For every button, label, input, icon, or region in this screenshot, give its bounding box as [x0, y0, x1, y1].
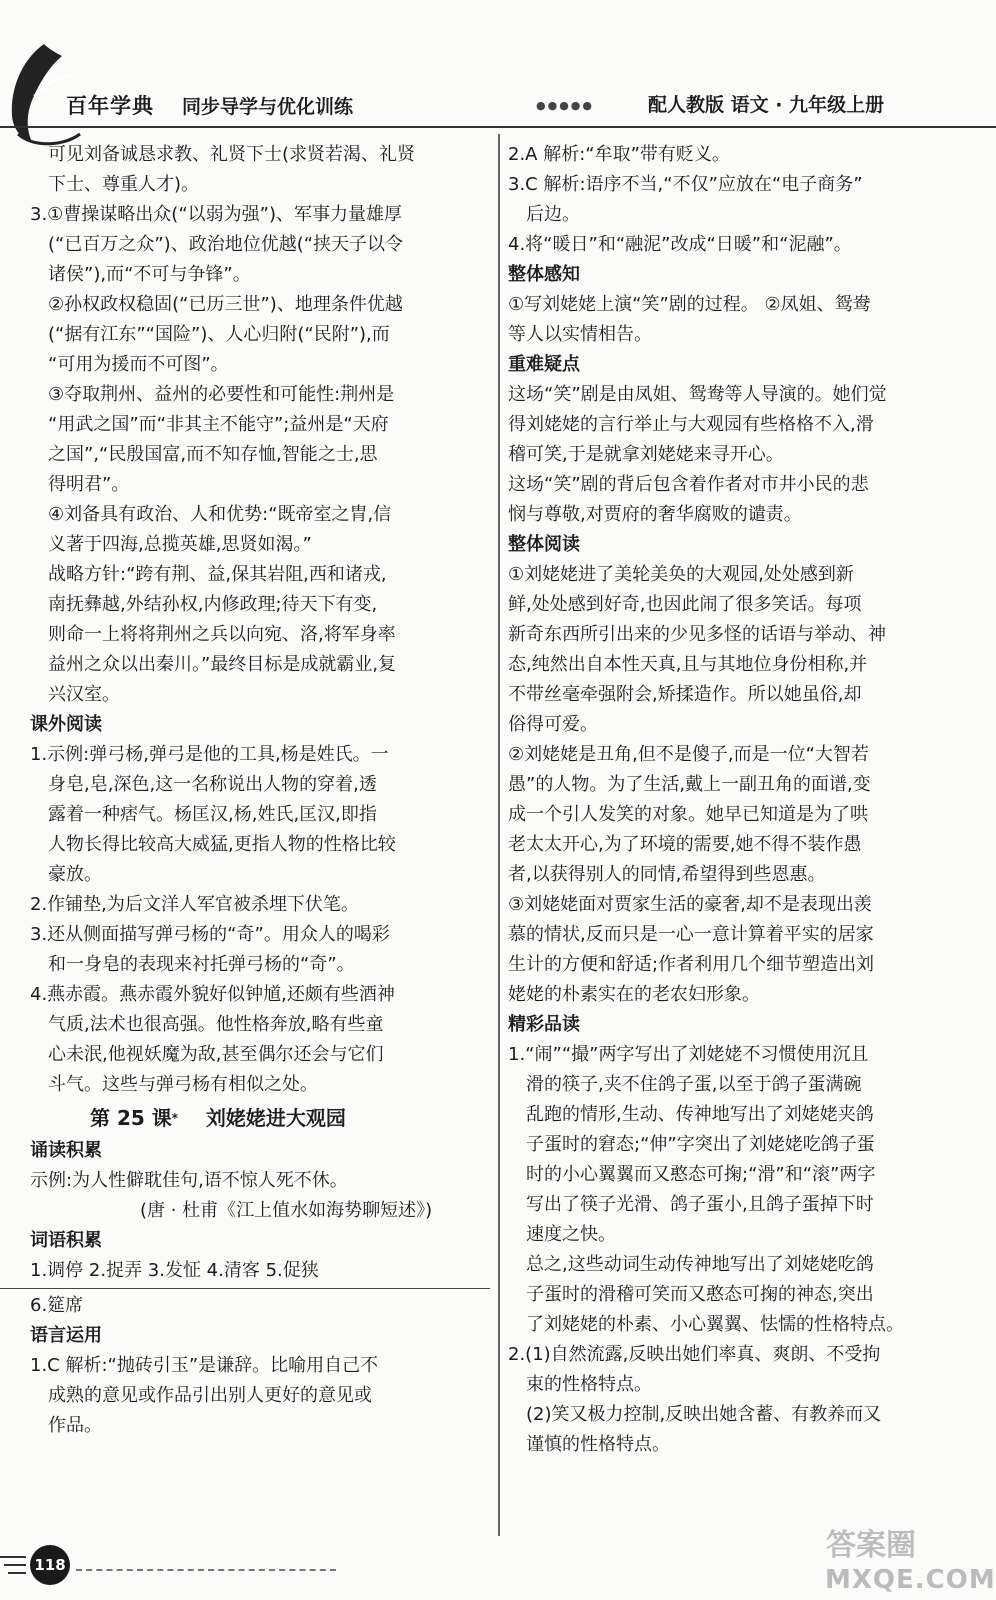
answer-line: 1.C 解析:“抛砖引玉”是谦辞。比喻用自己不: [30, 1355, 379, 1376]
answer-line: 身皂,皂,深色,这一名称说出人物的穿着,透: [48, 774, 377, 795]
answer-line: 悯与尊敬,对贾府的奢华腐败的谴责。: [508, 504, 802, 525]
answer-line: 示例:为人性僻耽佳句,语不惊人死不休。: [30, 1170, 348, 1191]
answer-line: 2.A 解析:“牟取”带有贬义。: [508, 144, 730, 165]
answer-line: 2.(1)自然流露,反映出她们率真、爽朗、不受拘: [508, 1344, 881, 1365]
answer-line: ①写刘姥姥上演“笑”剧的过程。 ②凤姐、鸳鸯: [508, 294, 871, 315]
answer-line: 得刘姥姥的言行举止与大观园有些格格不入,滑: [508, 414, 874, 435]
answer-line: 成熟的意见或作品引出别人更好的意见或: [48, 1385, 372, 1406]
answer-line: 1.“闹”“撮”两字写出了刘姥姥不习惯使用沉且: [508, 1044, 869, 1065]
answer-line: 南抚彝越,外结孙权,内修政理;待天下有变,: [48, 594, 378, 615]
answer-line: 写出了筷子光滑、鸽子蛋小,且鸽子蛋掉下时: [526, 1194, 874, 1215]
answer-line: 稽可笑,于是就拿刘姥姥来寻开心。: [508, 444, 784, 465]
answer-line: 谨慎的性格特点。: [526, 1434, 670, 1455]
answer-line: (“已百万之众”)、政治地位优越(“挟天子以令: [48, 234, 404, 255]
answer-line: 豪放。: [48, 864, 102, 885]
answer-line: 生计的方便和舒适;作者利用几个细节塑造出刘: [508, 954, 875, 975]
answer-line: 可见刘备诚恳求教、礼贤下士(求贤若渴、礼贤: [48, 144, 416, 165]
answer-line: 姥姥的朴素实在的老农妇形象。: [508, 984, 760, 1005]
section-heading-ciyu: 词语积累: [30, 1230, 102, 1251]
answer-line: 子蛋时的滑稽可笑而又憨态可掬的神态,突出: [526, 1284, 874, 1305]
lesson-heading: [30, 1100, 492, 1136]
footer-dashed-rule: [76, 1569, 336, 1571]
answer-line: 战略方针:“跨有荆、益,保其岩阻,西和诸戎,: [48, 564, 387, 585]
answer-line: (“据有江东”“国险”)、人心归附(“民附”),而: [48, 324, 390, 345]
answer-line: ②孙权政权稳固(“已历三世”)、地理条件优越: [48, 294, 403, 315]
answer-line: 子蛋时的窘态;“伸”字突出了刘姥姥吃鸽子蛋: [526, 1134, 875, 1155]
answer-line: 作品。: [48, 1415, 102, 1436]
answer-line: 气质,法术也很高强。他性格奔放,略有些童: [48, 1014, 384, 1035]
answer-line: 等人以实情相告。: [508, 324, 652, 345]
citation: (唐 · 杜甫《江上值水如海势聊短述》): [140, 1200, 433, 1221]
answer-line: 兴汉室。: [48, 684, 120, 705]
lesson-number: 第 25 课: [90, 1106, 172, 1130]
page-number: 118: [30, 1545, 70, 1585]
answer-line: 总之,这些动词生动传神地写出了刘姥姥吃鸽: [526, 1254, 874, 1275]
answer-line: 和一身皂的表现来衬托弹弓杨的“奇”。: [48, 954, 355, 975]
answer-line: 者,以获得别人的同情,希望得到些恩惠。: [508, 864, 826, 885]
answer-line: 1.调停 2.捉弄 3.发怔 4.清客 5.促狭: [30, 1260, 319, 1281]
answer-line: 了刘姥姥的朴素、小心翼翼、怯懦的性格特点。: [526, 1314, 904, 1335]
answer-line: 3.①曹操谋略出众(“以弱为强”)、军事力量雄厚: [30, 204, 403, 225]
header-rule: [0, 126, 996, 128]
section-heading-ganzhi: 整体感知: [508, 264, 580, 285]
section-heading-kewai: 课外阅读: [30, 714, 102, 735]
answer-line: 3.还从侧面描写弹弓杨的“奇”。用众人的喝彩: [30, 924, 390, 945]
section-heading-yuedu: 整体阅读: [508, 534, 580, 555]
answer-line: 滑的筷子,夹不住鸽子蛋,以至于鸽子蛋满碗: [526, 1074, 862, 1095]
answer-line: 4.燕赤霞。燕赤霞外貌好似钟馗,还颇有些酒神: [30, 984, 395, 1005]
header-dots: ●●●●●: [536, 99, 594, 112]
answer-line: 下士、尊重人才)。: [48, 174, 200, 195]
watermark-url: MXQE.COM: [825, 1565, 996, 1595]
answer-line: 露着一种痞气。杨匡汉,杨,姓氏,匡汉,即指: [48, 804, 377, 825]
footer-speed-lines-icon: [0, 1553, 28, 1577]
section-heading-zhongnan: 重难疑点: [508, 354, 580, 375]
lesson-name: 刘姥姥进大观园: [205, 1106, 346, 1130]
answer-line: 成一个引人发笑的对象。她早已知道是为了哄: [508, 804, 868, 825]
answer-line: 俗得可爱。: [508, 714, 598, 735]
answer-line: ①刘姥姥进了美轮美奂的大观园,处处感到新: [508, 564, 854, 585]
answer-line: 斗气。这些与弹弓杨有相似之处。: [48, 1074, 318, 1095]
answer-line: 3.C 解析:语序不当,“不仅”应放在“电子商务”: [508, 174, 863, 195]
column-divider: [498, 134, 500, 1536]
answer-line: 1.示例:弹弓杨,弹弓是他的工具,杨是姓氏。一: [30, 744, 389, 765]
answer-line: 新奇东西所引出来的少见多怪的话语与举动、神: [508, 624, 886, 645]
answer-line: (2)笑又极力控制,反映出她含蓄、有教养而又: [526, 1404, 882, 1425]
answer-line: ③夺取荆州、益州的必要性和可能性:荆州是: [48, 384, 395, 405]
answer-line: 乱跑的情形,生动、传神地写出了刘姥姥夹鸽: [526, 1104, 874, 1125]
answer-line: ②刘姥姥是丑角,但不是傻子,而是一位“大智若: [508, 744, 869, 765]
answer-line: 鲜,处处感到好奇,也因此闹了很多笑话。每项: [508, 594, 862, 615]
answer-line: 愚”的人物。为了生活,戴上一副丑角的面谱,变: [508, 774, 871, 795]
answer-line: 不带丝毫牵强附会,矫揉造作。所以她虽俗,却: [508, 684, 862, 705]
answer-line: 后边。: [526, 204, 580, 225]
answer-line: 时的小心翼翼而又憨态可掬;“滑”和“滚”两字: [526, 1164, 876, 1185]
answer-line: 态,纯然出自本性天真,且与其地位身份相称,并: [508, 654, 868, 675]
lesson-star: *: [171, 1111, 179, 1125]
answer-line: 之国”,“民殷国富,而不知存恤,智能之士,思: [48, 444, 378, 465]
answer-line: 义著于四海,总揽英雄,思贤如渴。”: [48, 534, 312, 555]
answer-line: 人物长得比较高大威猛,更指人物的性格比较: [48, 834, 396, 855]
answer-line: ④刘备具有政治、人和优势:“既帝室之胄,信: [48, 504, 392, 525]
answer-line: 益州之众以出秦川。”最终目标是成就霸业,复: [48, 654, 397, 675]
right-column: [508, 140, 978, 1460]
answer-line: 老太太开心,为了环境的需要,她不得不装作愚: [508, 834, 862, 855]
answer-line: 这场“笑”剧是由凤姐、鸳鸯等人导演的。她们觉: [508, 384, 887, 405]
answer-line: 这场“笑”剧的背后包含着作者对市井小民的悲: [508, 474, 869, 495]
answer-line: 4.将“暖日”和“融泥”改成“日暖”和“泥融”。: [508, 234, 852, 255]
section-heading-jingcai: 精彩品读: [508, 1014, 580, 1035]
section-heading-songdu: 诵读积累: [30, 1140, 102, 1161]
horizontal-rule: [0, 1288, 490, 1289]
edition-label: 配人教版 语文 · 九年级上册: [648, 94, 885, 116]
book-subtitle: 同步导学与优化训练: [182, 96, 354, 118]
answer-line: 6.筵席: [30, 1295, 84, 1316]
answer-line: 慕的情状,反而只是一心一意计算着平实的居家: [508, 924, 874, 945]
page-header: [0, 0, 996, 150]
answer-line: 诸侯”),而“不可与争锋”。: [48, 264, 251, 285]
answer-line: 得明君”。: [48, 474, 130, 495]
answer-line: 2.作铺垫,为后文洋人军官被杀埋下伏笔。: [30, 894, 359, 915]
answer-line: 心未泯,他视妖魔为敌,甚至偶尔还会与它们: [48, 1044, 384, 1065]
answer-line: ③刘姥姥面对贾家生活的豪奢,却不是表现出羡: [508, 894, 872, 915]
answer-line: 则命一上将将荆州之兵以向宛、洛,将军身率: [48, 624, 396, 645]
watermark: 答案圈: [826, 1528, 916, 1563]
answer-line: 束的性格特点。: [526, 1374, 652, 1395]
answer-line: “可用为援而不可图”。: [48, 354, 229, 375]
left-column: [30, 140, 492, 1441]
answer-line: “用武之国”而“非其主不能守”;益州是“天府: [48, 414, 389, 435]
answer-line: 速度之快。: [526, 1224, 616, 1245]
section-heading-yuyan: 语言运用: [30, 1325, 102, 1346]
brand-title: 百年学典: [66, 94, 154, 118]
